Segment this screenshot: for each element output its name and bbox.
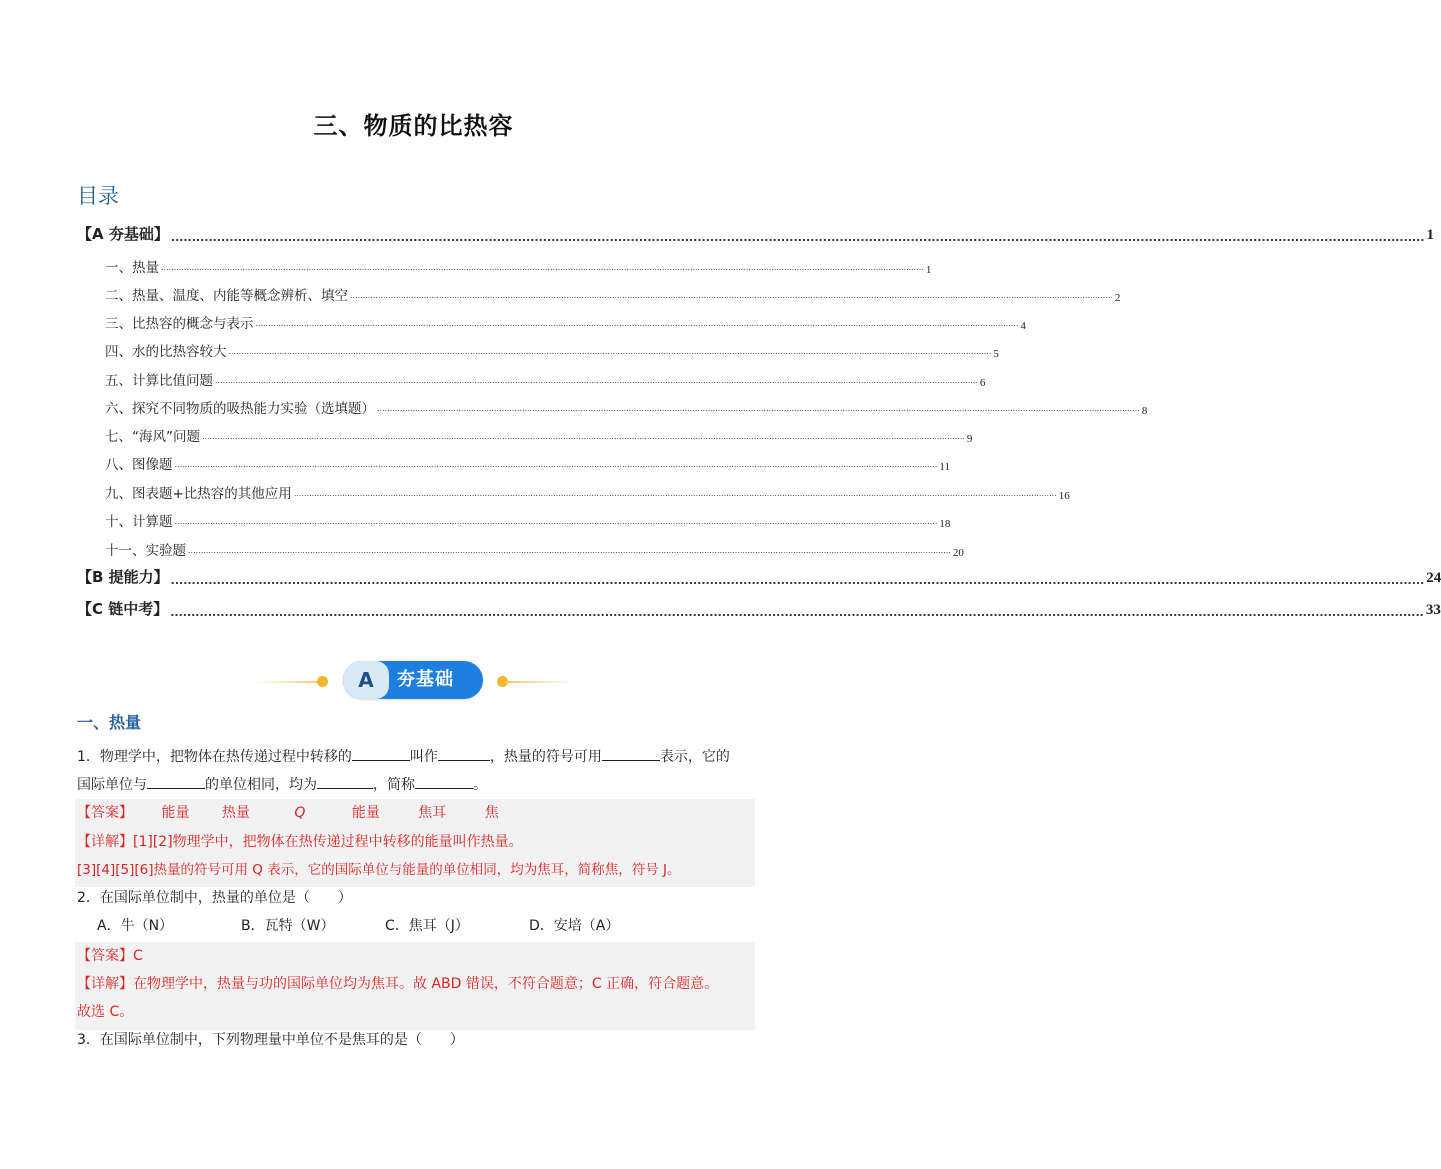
toc-dot-leader: ............................................................................................................................................................................................................................................................................................................ [255, 319, 1019, 328]
toc-entry-label: 十、计算题 [105, 514, 173, 530]
toc-entry[interactable] [77, 397, 1148, 417]
toc-entry[interactable] [77, 598, 1441, 619]
toc-entry[interactable] [77, 369, 986, 389]
q2-options [77, 912, 757, 940]
toc-entry-page: 16 [1058, 490, 1070, 502]
toc-entry-page: 24 [1426, 570, 1441, 586]
q1-text: ，热量的符号可用 [489, 749, 602, 765]
q2-option-b: B．瓦特（W） [241, 918, 335, 934]
toc-entry-label: 九、图表题+比热容的其他应用 [105, 486, 292, 502]
banner-letter: A [343, 661, 389, 699]
section-heading: 一、热量 [77, 713, 142, 732]
toc-entry-page: 1 [925, 264, 932, 276]
section-banner [255, 660, 575, 700]
toc-entry[interactable] [77, 256, 932, 276]
toc-dot-leader: ............................................................................................................................................................................................................................................................................................................ [188, 546, 951, 555]
q2-option-a: A．牛（N） [97, 918, 174, 934]
q1-blank [415, 774, 473, 789]
q2-detail-line-2 [77, 998, 133, 1026]
detail-tag: 【详解】 [77, 834, 133, 850]
toc-dot-leader: ............................................................................................................................................................................................................................................................................................................ [170, 606, 1424, 619]
toc-entry-page: 1 [1426, 227, 1434, 243]
document-title: 三、物质的比热容 [313, 112, 514, 140]
toc-entry-page: 6 [979, 377, 986, 389]
toc-entry-page: 4 [1020, 320, 1026, 332]
toc-entry-page: 8 [1141, 405, 1148, 417]
q1-answer: 焦 [484, 805, 499, 821]
q1-answer-line [77, 799, 499, 827]
q1-blank [438, 746, 490, 761]
q2-option-c: C．焦耳（J） [385, 918, 469, 934]
q1-text: 。 [473, 777, 487, 793]
q1-detail: [3][4][5][6]热量的符号可用 Q 表示，它的国际单位与能量的单位相同，均为焦耳，简称焦，符号 J。 [77, 862, 681, 878]
toc-entry-label: 【C 链中考】 [77, 600, 169, 618]
banner-dot-left [317, 676, 328, 687]
toc-entry-page: 5 [993, 348, 999, 360]
q1-text: 叫作 [409, 749, 438, 765]
toc-entry[interactable] [77, 312, 1026, 332]
detail-tag: 【详解】 [77, 976, 133, 992]
q1-blank [602, 746, 660, 761]
toc-entry-page: 9 [966, 433, 973, 445]
toc-entry-page: 18 [939, 518, 951, 530]
q1-detail-line-1 [77, 828, 523, 856]
q1-answer: 能量 [161, 805, 190, 821]
toc-dot-leader: ............................................................................................................................................................................................................................................................................................................ [202, 432, 965, 441]
toc-entry-label: 三、比热容的概念与表示 [105, 316, 254, 332]
q1-answer: 能量 [351, 805, 380, 821]
question-1 [77, 743, 757, 799]
q2-detail: 在物理学中，热量与功的国际单位均为焦耳。故 ABD 错误，不符合题意；C 正确，符合题意。 [133, 976, 719, 992]
q1-text: ，简称 [373, 777, 415, 793]
q2-answer: C [133, 948, 143, 964]
toc-entry-label: 一、热量 [105, 260, 159, 276]
toc-dot-leader: ............................................................................................................................................................................................................................................................................................................ [174, 517, 938, 526]
toc-entry-label: 【A 夯基础】 [77, 225, 169, 243]
toc-dot-leader: ............................................................................................................................................................................................................................................................................................................ [215, 376, 978, 385]
q1-blank [147, 774, 205, 789]
toc-entry-page: 11 [939, 461, 950, 473]
q1-answer: 热量 [221, 805, 250, 821]
question-1-line-1 [77, 743, 757, 771]
toc-dot-leader: ............................................................................................................................................................................................................................................................................................................ [350, 291, 1113, 300]
q2-answer-line [77, 942, 143, 970]
q2-detail: 故选 C。 [77, 1004, 134, 1020]
q1-text: 表示，它的 [659, 749, 730, 765]
q2-answer-box [75, 942, 755, 1030]
q1-answer-box [75, 799, 755, 887]
banner-text: 夯基础 [397, 669, 454, 690]
q2-stem: 2．在国际单位制中，热量的单位是（ ） [77, 890, 352, 906]
q1-answer: 焦耳 [418, 805, 447, 821]
toc-dot-leader: ............................................................................................................................................................................................................................................................................................................ [293, 489, 1057, 498]
q2-detail-line-1 [77, 970, 718, 998]
toc-entry-page: 2 [1114, 292, 1121, 304]
q2-option-d: D．安培（A） [529, 918, 620, 934]
banner-pill [343, 661, 483, 699]
q1-blank [317, 774, 373, 789]
toc-entry-label: 八、图像题 [105, 457, 173, 473]
q1-answer: Q [294, 805, 306, 821]
answer-tag: 【答案】 [77, 948, 133, 964]
q1-text: 国际单位与 [77, 777, 147, 793]
toc-entry[interactable] [77, 510, 951, 530]
toc-dot-leader: ............................................................................................................................................................................................................................................................................................................ [161, 263, 924, 272]
banner-line-left [255, 681, 325, 683]
toc-dot-leader: ............................................................................................................................................................................................................................................................................................................ [170, 574, 1425, 587]
toc-heading: 目录 [77, 184, 119, 208]
toc-entry[interactable] [77, 539, 964, 559]
toc-entry-label: 十一、实验题 [105, 543, 186, 559]
toc-entry[interactable] [77, 284, 1121, 304]
toc-dot-leader: ............................................................................................................................................................................................................................................................................................................ [170, 231, 1425, 244]
toc-entry-page: 33 [1425, 602, 1441, 618]
q1-blank [352, 746, 410, 761]
q1-text: 的单位相同，均为 [205, 777, 317, 793]
toc-entry-label: 七、“海风”问题 [105, 429, 200, 445]
banner-line-right [505, 681, 575, 683]
question-2 [77, 884, 757, 940]
toc-entry[interactable] [77, 425, 973, 445]
toc-entry-label: 二、热量、温度、内能等概念辨析、填空 [105, 288, 348, 304]
toc-entry[interactable] [77, 453, 950, 473]
toc-dot-leader: ............................................................................................................................................................................................................................................................................................................ [174, 460, 938, 469]
toc-entry-page: 20 [952, 547, 964, 559]
toc-dot-leader: ............................................................................................................................................................................................................................................................................................................ [377, 404, 1140, 413]
toc-entry-label: 四、水的比热容较大 [105, 344, 227, 360]
toc-entry[interactable] [77, 482, 1070, 502]
q3-stem: 3．在国际单位制中，下列物理量中单位不是焦耳的是（ ） [77, 1032, 464, 1048]
question-1-line-2 [77, 771, 757, 799]
toc-entry[interactable] [77, 223, 1434, 244]
toc-entry[interactable] [77, 566, 1441, 587]
q1-detail-line-2 [77, 856, 680, 884]
answer-tag: 【答案】 [77, 805, 133, 821]
toc-entry[interactable] [77, 340, 999, 360]
question-3 [77, 1026, 757, 1054]
toc-entry-label: 【B 提能力】 [77, 568, 169, 586]
q1-detail: [1][2]物理学中，把物体在热传递过程中转移的能量叫作热量。 [133, 834, 523, 850]
toc-entry-label: 六、探究不同物质的吸热能力实验（选填题） [105, 401, 375, 417]
q1-text: 1．物理学中，把物体在热传递过程中转移的 [77, 749, 352, 765]
toc-dot-leader: ............................................................................................................................................................................................................................................................................................................ [228, 347, 992, 356]
toc-entry-label: 五、计算比值问题 [105, 373, 213, 389]
